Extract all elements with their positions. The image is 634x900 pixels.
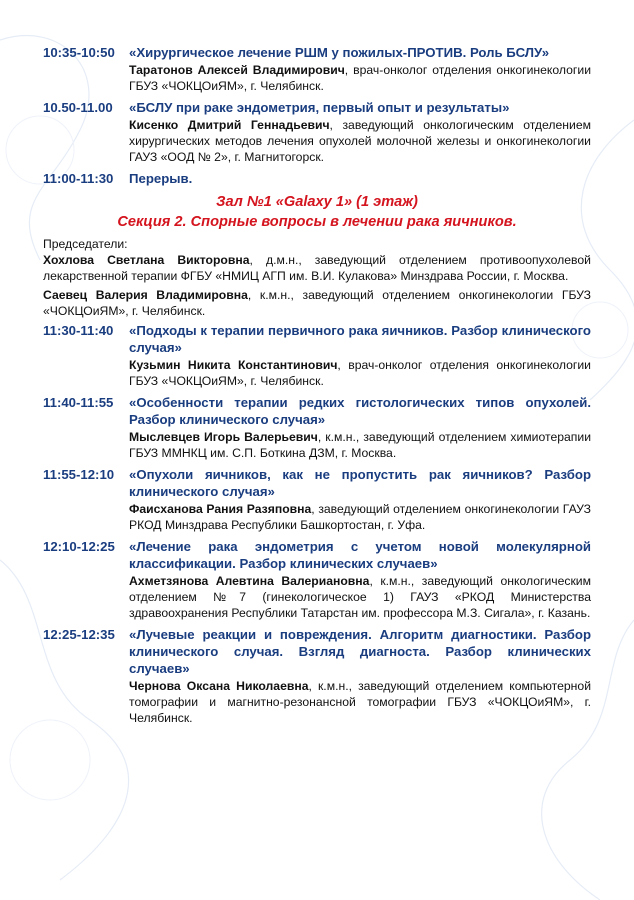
speaker-name: Чернова Оксана Николаевна [129, 679, 309, 693]
talk-title: «Хирургическое лечение РШМ у пожилых-ПРОТИВ. Роль БСЛУ» [129, 45, 550, 60]
talk-speaker [129, 678, 591, 726]
speaker-info: , заведующий онкологическим отделением хирургических методов лечения опухолей молочной железы и онкогинекологии ГАУЗ «ООД № 2», г. Магнитогорск. [129, 118, 591, 164]
talk-item [43, 44, 591, 94]
talk-speaker [129, 573, 591, 621]
chair-name: Саевец Валерия Владимировна [43, 288, 248, 302]
talk-speaker [129, 117, 591, 165]
speaker-name: Мыслевцев Игорь Валерьевич [129, 430, 318, 444]
talk-time: 10:35-10:50 [43, 45, 115, 60]
talk-content [129, 466, 591, 533]
talk-time: 11:40-11:55 [43, 395, 114, 410]
chair-name: Хохлова Светлана Викторовна [43, 253, 250, 267]
talk-title: «Особенности терапии редких гистологических типов опухолей. Разбор клинического случая» [129, 395, 591, 427]
talk-speaker [129, 429, 591, 461]
talk-item [43, 394, 591, 461]
talks-block-b [43, 322, 591, 726]
talk-time: 10.50-11.00 [43, 100, 113, 115]
speaker-info: , к.м.н., заведующий отделением химиотерапии ГБУЗ ММНКЦ им. С.П. Боткина ДЗМ, г. Москва. [129, 430, 591, 460]
section-heading: Секция 2. Спорные вопросы в лечении рака яичников. [117, 214, 517, 230]
talk-time: 11:30-11:40 [43, 323, 114, 338]
break-label: Перерыв. [129, 171, 193, 186]
chairs-label: Председатели: [43, 237, 128, 251]
talk-title: «Подходы к терапии первичного рака яичников. Разбор клинического случая» [129, 323, 591, 355]
talk-content [129, 322, 591, 389]
speaker-info: , к.м.н., заведующий онкологическим отделением №7 (гинекологическое 1) ГАУЗ «РКОД Министерства здравоохранения Республики Татарстан им. профессора М.З. Сигала», г. Казань. [129, 574, 591, 620]
talk-title: «Лучевые реакции и повреждения. Алгоритм диагностики. Разбор клинического случая. Взгляд диагноста. Разбор клинических случаев» [129, 627, 591, 676]
speaker-info: , врач-онколог отделения онкогинекологии ГБУЗ «ЧОКЦОиЯМ», г. Челябинск. [129, 63, 591, 93]
chair-info: , к.м.н., заведующий отделением онкогинекологии ГБУЗ «ЧОКЦОиЯМ», г. Челябинск. [43, 288, 591, 318]
programme-page [43, 44, 591, 731]
talk-speaker [129, 501, 591, 533]
talk-item [43, 99, 591, 165]
talk-time: 12:25-12:35 [43, 627, 115, 642]
chair-entry [43, 287, 591, 319]
talk-content [129, 394, 591, 461]
talk-title: «Опухоли яичников, как не пропустить рак яичников? Разбор клинического случая» [129, 467, 591, 499]
talk-item [43, 538, 591, 621]
speaker-info: , врач-онколог отделения онкогинекологии ГБУЗ «ЧОКЦОиЯМ», г. Челябинск. [129, 358, 591, 388]
talks-block-a [43, 44, 591, 165]
speaker-info: , заведующий отделением онкогинекологии ГАУЗ РКОД Минздрава Республики Башкортостан, г. Уфа. [129, 502, 592, 532]
chair-entry [43, 252, 591, 284]
talk-title: «БСЛУ при раке эндометрия, первый опыт и результаты» [129, 100, 510, 115]
hall-heading: Зал №1 «Galaxy 1» (1 этаж) [216, 194, 418, 210]
talk-content [129, 99, 591, 165]
talk-speaker [129, 357, 591, 389]
chair-info: , д.м.н., заведующий отделением противоопухолевой лекарственной терапии ФГБУ «НМИЦ АГП им. В.И. Кулакова» Минздрава России, г. Москва. [43, 253, 591, 283]
speaker-name: Ахметзянова Алевтина Валериановна [129, 574, 370, 588]
talk-speaker [129, 62, 591, 94]
break-time: 11:00-11:30 [43, 171, 114, 186]
speaker-name: Кузьмин Никита Константинович [129, 358, 338, 372]
talk-title: «Лечение рака эндометрия с учетом новой молекулярной классификации. Разбор клинических случаев» [129, 539, 591, 571]
speaker-name: Фаисханова Рания Разяповна [129, 502, 312, 516]
break-item [43, 170, 591, 187]
talk-content [129, 44, 591, 94]
speaker-info: , к.м.н., заведующий отделением компьютерной томографии и магнитно-резонансной томографии ГБУЗ «ЧОКЦОиЯМ», г. Челябинск. [129, 679, 591, 725]
talk-item [43, 626, 591, 726]
talk-time: 12:10-12:25 [43, 539, 115, 554]
talk-content [129, 626, 591, 726]
speaker-name: Таратонов Алексей Владимирович [129, 63, 345, 77]
talk-content [129, 538, 591, 621]
talk-time: 11:55-12:10 [43, 467, 115, 482]
speaker-name: Кисенко Дмитрий Геннадьевич [129, 118, 330, 132]
talk-item [43, 322, 591, 389]
talk-item [43, 466, 591, 533]
